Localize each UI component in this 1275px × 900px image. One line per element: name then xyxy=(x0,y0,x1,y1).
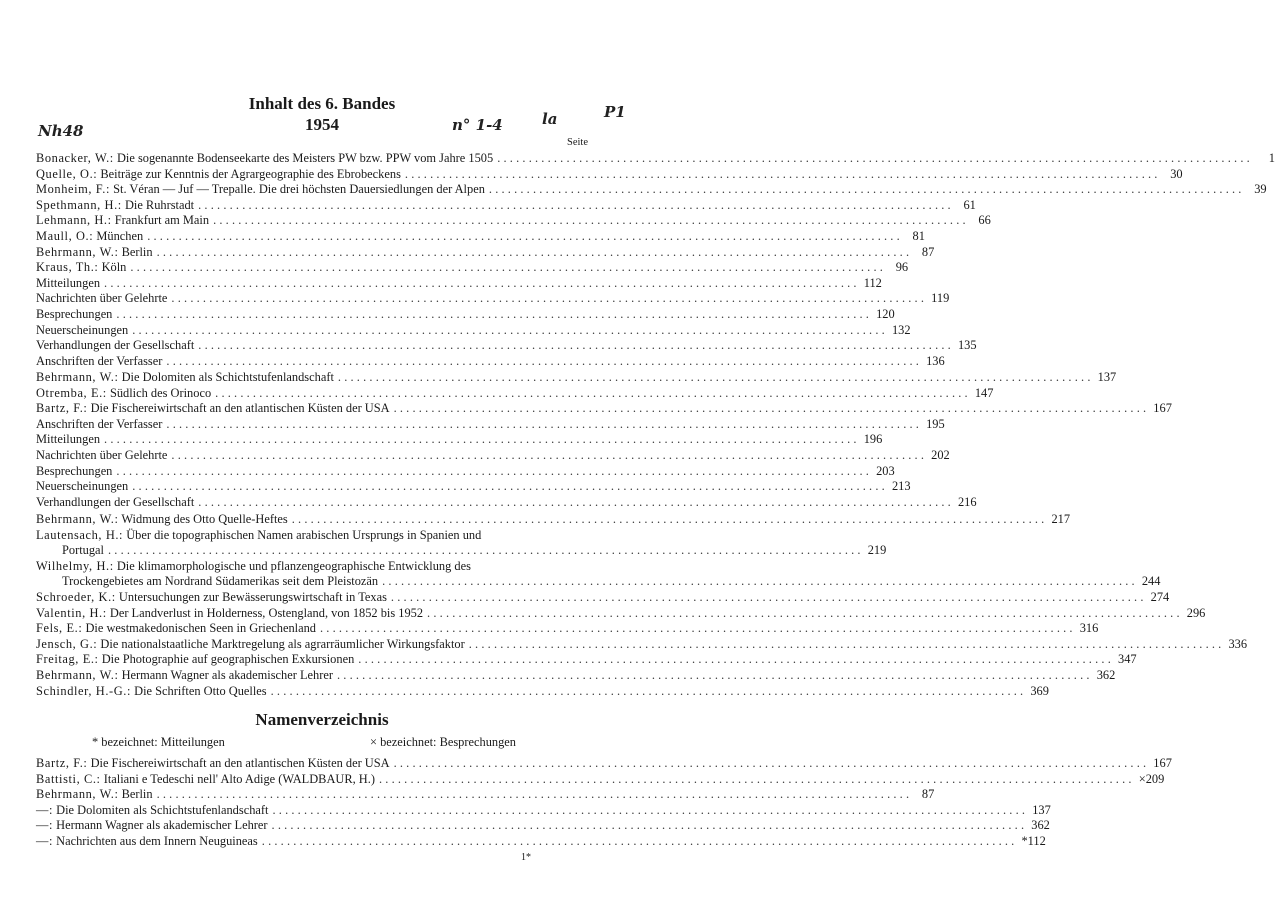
entry-page: 216 xyxy=(957,494,977,509)
index-list xyxy=(36,756,1172,850)
entry-author: —: xyxy=(36,833,54,848)
toc-entry xyxy=(36,802,1051,819)
toc-entry-continuation xyxy=(36,543,887,559)
dot-leader: ........................................................................................................................ xyxy=(132,322,888,337)
entry-title: Berlin xyxy=(118,244,153,259)
entry-title: Die westmakedonischen Seen in Griechenland xyxy=(82,621,316,636)
dot-leader: ........................................................................................................................ xyxy=(156,787,913,802)
entry-text xyxy=(36,606,423,622)
entry-title: Die Dolomiten als Schichtstufenlandschaft xyxy=(53,802,269,817)
entry-text xyxy=(36,245,153,261)
entry-text xyxy=(36,834,258,850)
entry-text xyxy=(62,543,104,559)
entry-page: 369 xyxy=(1030,683,1049,698)
dot-leader: ........................................................................................................................ xyxy=(488,182,1245,197)
entry-title: Verhandlungen der Gesellschaft xyxy=(36,494,195,509)
toc-entry xyxy=(36,228,925,245)
entry-page: 87 xyxy=(921,244,935,259)
toc-entry xyxy=(36,260,909,276)
dot-leader: ........................................................................................................................ xyxy=(198,338,954,353)
entry-title: Die Fischereiwirtschaft an den atlantischen Küsten der USA xyxy=(87,401,390,416)
toc-section-entry xyxy=(36,447,950,464)
toc-section-entry xyxy=(36,275,882,292)
entry-author: Battisti, C.: xyxy=(36,771,101,786)
entry-page: 195 xyxy=(926,416,945,431)
entry-page: 136 xyxy=(926,353,945,368)
entry-text xyxy=(36,512,288,528)
entry-text xyxy=(36,198,194,214)
dot-leader: ........................................................................................................................ xyxy=(427,605,1183,620)
dot-leader: ........................................................................................................................ xyxy=(198,197,954,212)
toc-entry xyxy=(36,683,1049,700)
entry-page: 112 xyxy=(863,275,882,290)
entry-title: Anschriften der Verfasser xyxy=(36,353,163,368)
entry-text xyxy=(36,464,112,480)
entry-text xyxy=(36,668,333,684)
entry-text xyxy=(36,756,390,772)
toc-entry xyxy=(36,244,935,261)
entry-author: Valentin, H.: xyxy=(36,605,107,620)
entry-author: Maull, O.: xyxy=(36,228,94,243)
toc-section-entry xyxy=(36,353,945,370)
entry-title: Über die topographischen Namen arabischen Ursprungs in Spanien und xyxy=(123,527,482,542)
entry-page: 119 xyxy=(931,291,950,306)
entry-text xyxy=(36,167,401,183)
entry-page: 316 xyxy=(1079,621,1099,636)
dot-leader: ........................................................................................................................ xyxy=(497,151,1253,165)
entry-text xyxy=(36,151,493,167)
toc-entry xyxy=(36,652,1137,668)
toc-section-entry xyxy=(36,291,950,307)
toc-entry xyxy=(36,589,1170,606)
entry-author: Behrmann, W.: xyxy=(36,244,119,259)
index-legend-besprechungen: × bezeichnet: Besprechungen xyxy=(370,735,516,749)
toc-entry xyxy=(36,512,1071,528)
entry-page: 30 xyxy=(1170,166,1183,181)
toc-entry xyxy=(36,182,1267,198)
toc-entry xyxy=(36,756,1172,772)
page-title: Inhalt des 6. Bandes xyxy=(248,94,396,113)
handwritten-note-middle: n° 1-4 xyxy=(452,116,503,134)
entry-text xyxy=(36,370,334,386)
toc-section-entry xyxy=(36,306,895,323)
entry-page: 135 xyxy=(957,338,977,353)
dot-leader: ........................................................................................................................ xyxy=(272,802,1029,817)
entry-text xyxy=(36,260,126,276)
dot-leader: ........................................................................................................................ xyxy=(108,543,864,558)
dot-leader: ........................................................................................................................ xyxy=(337,370,1094,384)
entry-title: München xyxy=(93,228,144,243)
toc-entry xyxy=(36,401,1172,417)
entry-author: Bartz, F.: xyxy=(36,756,88,770)
dot-leader: ........................................................................................................................ xyxy=(166,353,923,368)
entry-author: Behrmann, W.: xyxy=(36,370,119,384)
entry-text xyxy=(62,574,378,590)
entry-title: Untersuchungen zur Bewässerungswirtschaft in Texas xyxy=(115,589,387,604)
entry-page: ×209 xyxy=(1138,771,1165,786)
entry-page: 39 xyxy=(1254,182,1267,197)
entry-page: 196 xyxy=(863,432,883,447)
entry-text xyxy=(36,386,211,402)
entry-text xyxy=(36,354,162,370)
entry-title: Mitteilungen xyxy=(36,275,101,290)
entry-page: 362 xyxy=(1096,667,1116,682)
entry-page: 217 xyxy=(1051,512,1071,526)
entry-page: 81 xyxy=(912,228,925,243)
entry-author: Behrmann, W.: xyxy=(36,512,119,526)
entry-title: Südlich des Orinoco xyxy=(106,385,212,400)
entry-title: Berlin xyxy=(118,787,153,802)
entry-title: Die Ruhrstadt xyxy=(121,197,195,212)
entry-author: Fels, E.: xyxy=(36,621,83,636)
dot-leader: ........................................................................................................................ xyxy=(358,652,1114,667)
toc-entry xyxy=(36,151,1275,167)
entry-page: 347 xyxy=(1118,652,1137,667)
entry-title: Die Photographie auf geographischen Exkursionen xyxy=(98,652,355,667)
dot-leader: ........................................................................................................................ xyxy=(171,291,928,306)
toc-section-entry xyxy=(36,463,895,480)
toc-entry xyxy=(36,833,1046,850)
toc-entry xyxy=(36,213,991,229)
entry-title: Die sogenannte Bodenseekarte des Meisters PW bzw. PPW vom Jahre 1505 xyxy=(113,151,494,165)
entry-page: 132 xyxy=(891,322,911,337)
toc-entry xyxy=(36,528,587,544)
entry-text xyxy=(36,818,268,834)
entry-page: 1 xyxy=(1268,151,1275,165)
entry-title: Die Dolomiten als Schichtstufenlandschaft xyxy=(118,370,334,384)
entry-text xyxy=(36,787,153,803)
entry-title: Besprechungen xyxy=(36,306,113,321)
dot-leader: ........................................................................................................................ xyxy=(116,463,873,478)
entry-page: 213 xyxy=(891,479,911,494)
toc-entry xyxy=(36,818,1050,834)
entry-page: 296 xyxy=(1186,605,1206,620)
entry-text xyxy=(36,621,316,637)
entry-text xyxy=(36,803,268,819)
entry-text xyxy=(36,528,481,544)
entry-text xyxy=(36,590,387,606)
printer-signature: 1* xyxy=(521,852,531,863)
toc-entry xyxy=(36,667,1116,684)
entry-text xyxy=(36,432,100,448)
entry-author: Behrmann, W.: xyxy=(36,667,119,682)
entry-page: 244 xyxy=(1141,574,1161,589)
dot-leader: ........................................................................................................................ xyxy=(336,667,1093,682)
entry-text xyxy=(36,291,167,307)
dot-leader: ........................................................................................................................ xyxy=(271,818,1028,833)
dot-leader: ........................................................................................................................ xyxy=(104,432,860,447)
volume-year: 1954 xyxy=(305,115,339,134)
entry-title: Die Fischereiwirtschaft an den atlantischen Küsten der USA xyxy=(87,756,390,770)
entry-page: 137 xyxy=(1097,370,1117,384)
entry-page: 120 xyxy=(876,306,895,321)
entry-text xyxy=(36,323,128,339)
entry-page: 203 xyxy=(876,463,895,478)
entry-page: *112 xyxy=(1021,833,1046,848)
entry-title: Die Schriften Otto Quelles xyxy=(131,683,267,698)
toc-entry xyxy=(36,370,1117,386)
entry-page: 66 xyxy=(978,213,991,228)
entry-title: Hermann Wagner als akademischer Lehrer xyxy=(53,818,268,833)
dot-leader: ........................................................................................................................ xyxy=(171,447,928,462)
entry-page: 219 xyxy=(867,543,887,558)
entry-title: Mitteilungen xyxy=(36,432,101,447)
entry-title: Frankfurt am Main xyxy=(111,213,210,228)
entry-page: 167 xyxy=(1153,756,1172,770)
toc-entry xyxy=(36,559,587,575)
toc-group-3 xyxy=(36,512,1248,699)
index-legend-mitteilungen: * bezeichnet: Mitteilungen xyxy=(92,735,225,749)
entry-page: 87 xyxy=(921,787,935,802)
dot-leader: ........................................................................................................................ xyxy=(378,771,1135,786)
dot-leader: ........................................................................................................................ xyxy=(261,833,1018,848)
entry-author: Bonacker, W.: xyxy=(36,151,114,165)
entry-author: —: xyxy=(36,818,54,833)
entry-text xyxy=(36,213,209,229)
entry-text xyxy=(36,772,375,788)
dot-leader: ........................................................................................................................ xyxy=(393,401,1150,416)
dot-leader: ........................................................................................................................ xyxy=(215,385,971,400)
entry-title: Die klimamorphologische und pflanzengeographische Entwicklung des xyxy=(113,558,471,573)
entry-title: Köln xyxy=(98,260,127,275)
toc-entry xyxy=(36,787,935,803)
toc-entry xyxy=(36,636,1248,653)
entry-title: Trockengebietes am Nordrand Südamerikas seit dem Pleistozän xyxy=(62,574,379,589)
dot-leader: ........................................................................................................................ xyxy=(132,479,888,494)
dot-leader: ........................................................................................................................ xyxy=(291,512,1048,526)
handwritten-note-left: Nh48 xyxy=(38,122,84,140)
toc-entry xyxy=(36,771,1165,788)
entry-page: 147 xyxy=(974,385,994,400)
dot-leader: ........................................................................................................................ xyxy=(166,416,923,431)
dot-leader: ........................................................................................................................ xyxy=(198,494,954,509)
entry-page: 167 xyxy=(1153,401,1172,416)
entry-author: Kraus, Th.: xyxy=(36,260,99,275)
entry-title: Portugal xyxy=(62,543,104,558)
toc-entry-continuation xyxy=(36,574,1161,590)
entry-author: Spethmann, H.: xyxy=(36,197,122,212)
toc-entry xyxy=(36,605,1206,622)
dot-leader: ........................................................................................................................ xyxy=(147,228,903,243)
entry-text xyxy=(36,401,390,417)
toc-group-2 xyxy=(36,370,1172,510)
entry-author: Otremba, E.: xyxy=(36,385,107,400)
toc-section-entry xyxy=(36,479,911,495)
dot-leader: ........................................................................................................................ xyxy=(382,574,1138,589)
entry-page: 96 xyxy=(895,260,909,275)
toc-entry xyxy=(36,621,1099,637)
entry-title: Nachrichten über Gelehrte xyxy=(36,291,168,306)
entry-text xyxy=(36,182,485,198)
entry-author: Bartz, F.: xyxy=(36,401,88,416)
dot-leader: ........................................................................................................................ xyxy=(468,636,1225,651)
entry-title: Verhandlungen der Gesellschaft xyxy=(36,338,195,353)
entry-title: Hermann Wagner als akademischer Lehrer xyxy=(118,667,333,682)
toc-section-entry xyxy=(36,432,883,448)
entry-author: Freitag, E.: xyxy=(36,652,99,667)
entry-text xyxy=(36,338,194,354)
entry-author: Jensch, G.: xyxy=(36,636,98,651)
entry-author: Quelle, O.: xyxy=(36,166,98,181)
entry-title: Besprechungen xyxy=(36,463,113,478)
entry-author: Lautensach, H.: xyxy=(36,527,124,542)
entry-author: Wilhelmy, H.: xyxy=(36,558,114,573)
entry-author: Schindler, H.-G.: xyxy=(36,683,132,698)
dot-leader: ........................................................................................................................ xyxy=(130,260,887,275)
entry-text xyxy=(36,652,354,668)
toc-entry xyxy=(36,166,1183,183)
entry-author: Lehmann, H.: xyxy=(36,213,112,228)
handwritten-note-right-2: P1 xyxy=(604,103,626,121)
entry-page: 61 xyxy=(963,197,976,212)
entry-title: Beiträge zur Kenntnis der Agrargeographie des Ebrobeckens xyxy=(97,166,401,181)
entry-page: 362 xyxy=(1031,818,1050,833)
dot-leader: ........................................................................................................................ xyxy=(104,275,860,290)
entry-text xyxy=(36,276,100,292)
index-title: Namenverzeichnis xyxy=(255,710,389,729)
dot-leader: ........................................................................................................................ xyxy=(393,756,1150,770)
entry-text xyxy=(36,417,162,433)
toc-section-entry xyxy=(36,322,911,339)
dot-leader: ........................................................................................................................ xyxy=(270,683,1027,698)
dot-leader: ........................................................................................................................ xyxy=(320,621,1076,636)
entry-author: —: xyxy=(36,802,54,817)
entry-title: Der Landverlust in Holderness, Ostengland, von 1852 bis 1952 xyxy=(106,605,424,620)
toc-section-entry xyxy=(36,338,977,354)
dot-leader: ........................................................................................................................ xyxy=(116,306,873,321)
entry-text xyxy=(36,307,112,323)
entry-title: Widmung des Otto Quelle-Heftes xyxy=(118,512,288,526)
entry-text xyxy=(36,559,471,575)
toc-section-entry xyxy=(36,416,945,433)
toc-section-entry xyxy=(36,494,977,511)
dot-leader: ........................................................................................................................ xyxy=(156,244,913,259)
dot-leader: ........................................................................................................................ xyxy=(390,589,1147,604)
entry-title: Anschriften der Verfasser xyxy=(36,416,163,431)
entry-author: Schroeder, K.: xyxy=(36,589,116,604)
entry-text xyxy=(36,448,167,464)
entry-text xyxy=(36,495,194,511)
entry-page: 137 xyxy=(1032,802,1051,817)
toc-entry xyxy=(36,197,976,214)
toc-entry xyxy=(36,385,994,402)
entry-title: Nachrichten aus dem Innern Neuguineas xyxy=(53,833,258,848)
dot-leader: ........................................................................................................................ xyxy=(404,166,1161,181)
toc-group-1 xyxy=(36,151,1275,369)
entry-page: 336 xyxy=(1228,636,1248,651)
entry-title: Neuerscheinungen xyxy=(36,322,129,337)
entry-title: Italiani e Tedeschi nell' Alto Adige (WALDBAUR, H.) xyxy=(100,771,375,786)
entry-title: Nachrichten über Gelehrte xyxy=(36,447,168,462)
entry-author: Behrmann, W.: xyxy=(36,787,119,802)
entry-text xyxy=(36,637,465,653)
entry-page: 274 xyxy=(1150,589,1170,604)
handwritten-note-right-1: la xyxy=(542,110,558,128)
entry-page: 202 xyxy=(931,447,950,462)
entry-text xyxy=(36,479,128,495)
entry-title: St. Véran — Juf — Trepalle. Die drei höchsten Dauersiedlungen der Alpen xyxy=(110,182,485,197)
entry-title: Neuerscheinungen xyxy=(36,479,129,494)
entry-author: Monheim, F.: xyxy=(36,182,111,197)
dot-leader: ........................................................................................................................ xyxy=(213,213,969,228)
entry-text xyxy=(36,229,143,245)
page-column-label: Seite xyxy=(567,137,588,148)
entry-text xyxy=(36,684,267,700)
entry-title: Die nationalstaatliche Marktregelung als agrarräumlicher Wirkungsfaktor xyxy=(97,636,465,651)
